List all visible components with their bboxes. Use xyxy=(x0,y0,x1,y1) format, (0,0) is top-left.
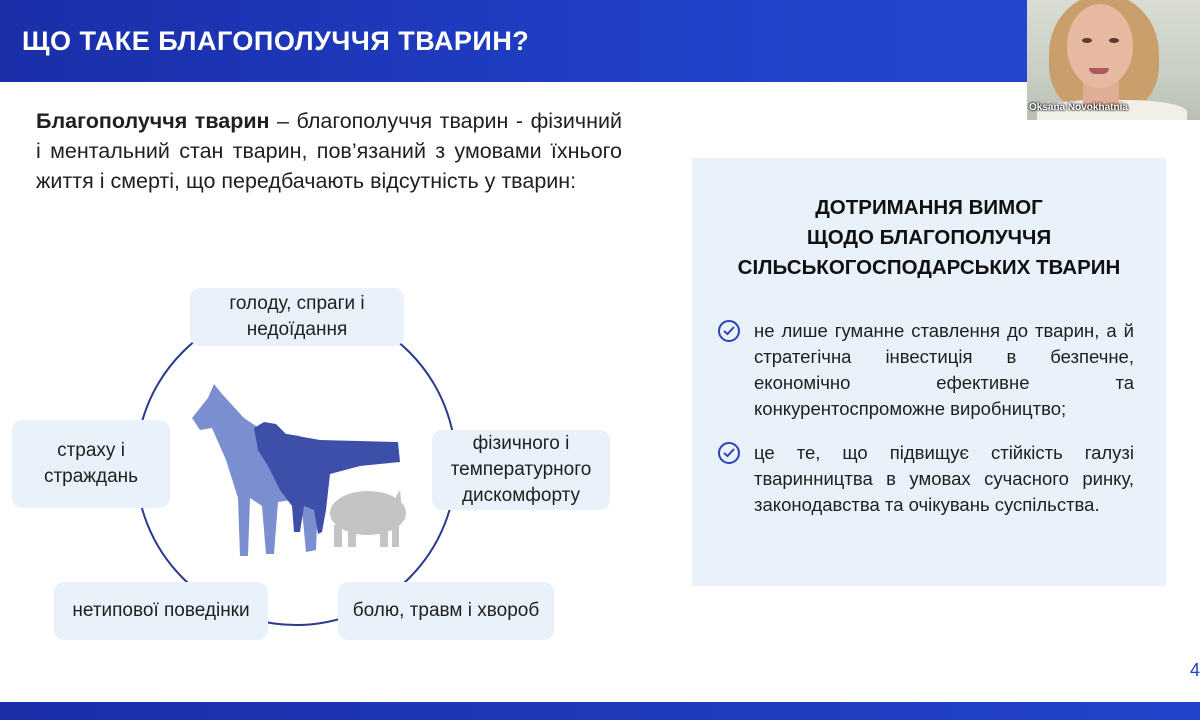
cause-atypical-behavior: нетипової поведінки xyxy=(54,582,268,640)
compliance-bullet: не лише гуманне ставлення до тварин, а й стратегічна інвестиція в безпечне, економічно ефективне та конкурентоспроможне виробництво; xyxy=(718,318,1138,422)
cause-hunger: голоду, спраги і недоїдання xyxy=(190,288,404,346)
definition-body: – благополуччя тварин - фізичний і ментальний стан тварин, пов’язаний з умовами їхнього життя і смерті, що передбачають відсутність у тварин: xyxy=(36,109,622,193)
check-circle-icon xyxy=(718,442,740,464)
cause-fear: страху і страждань xyxy=(12,420,170,508)
definition-text xyxy=(36,106,622,196)
cause-discomfort: фізичного і температурного дискомфорту xyxy=(432,430,610,510)
slide-footer-bar xyxy=(0,702,1200,720)
check-circle-icon xyxy=(718,320,740,342)
participant-name: Oksana Novokhatnia xyxy=(1029,102,1128,113)
cause-pain: болю, травм і хвороб xyxy=(338,582,554,640)
slide-title: ЩО ТАКЕ БЛАГОПОЛУЧЧЯ ТВАРИН? xyxy=(22,26,530,56)
compliance-bullet: це те, що підвищує стійкість галузі тваринництва в умовах сучасного ринку, законодавства та очікувань суспільства. xyxy=(718,440,1138,518)
slide-header xyxy=(0,0,1200,82)
page-number: 4 xyxy=(1190,660,1200,680)
definition-term: Благополуччя тварин xyxy=(36,109,270,133)
compliance-title: ДОТРИМАННЯ ВИМОГ ЩОДО БЛАГОПОЛУЧЧЯ СІЛЬСЬКОГОСПОДАРСЬКИХ ТВАРИН xyxy=(737,196,1121,279)
welfare-diagram xyxy=(0,270,640,700)
pig-icon xyxy=(330,490,406,547)
compliance-card xyxy=(692,158,1166,586)
